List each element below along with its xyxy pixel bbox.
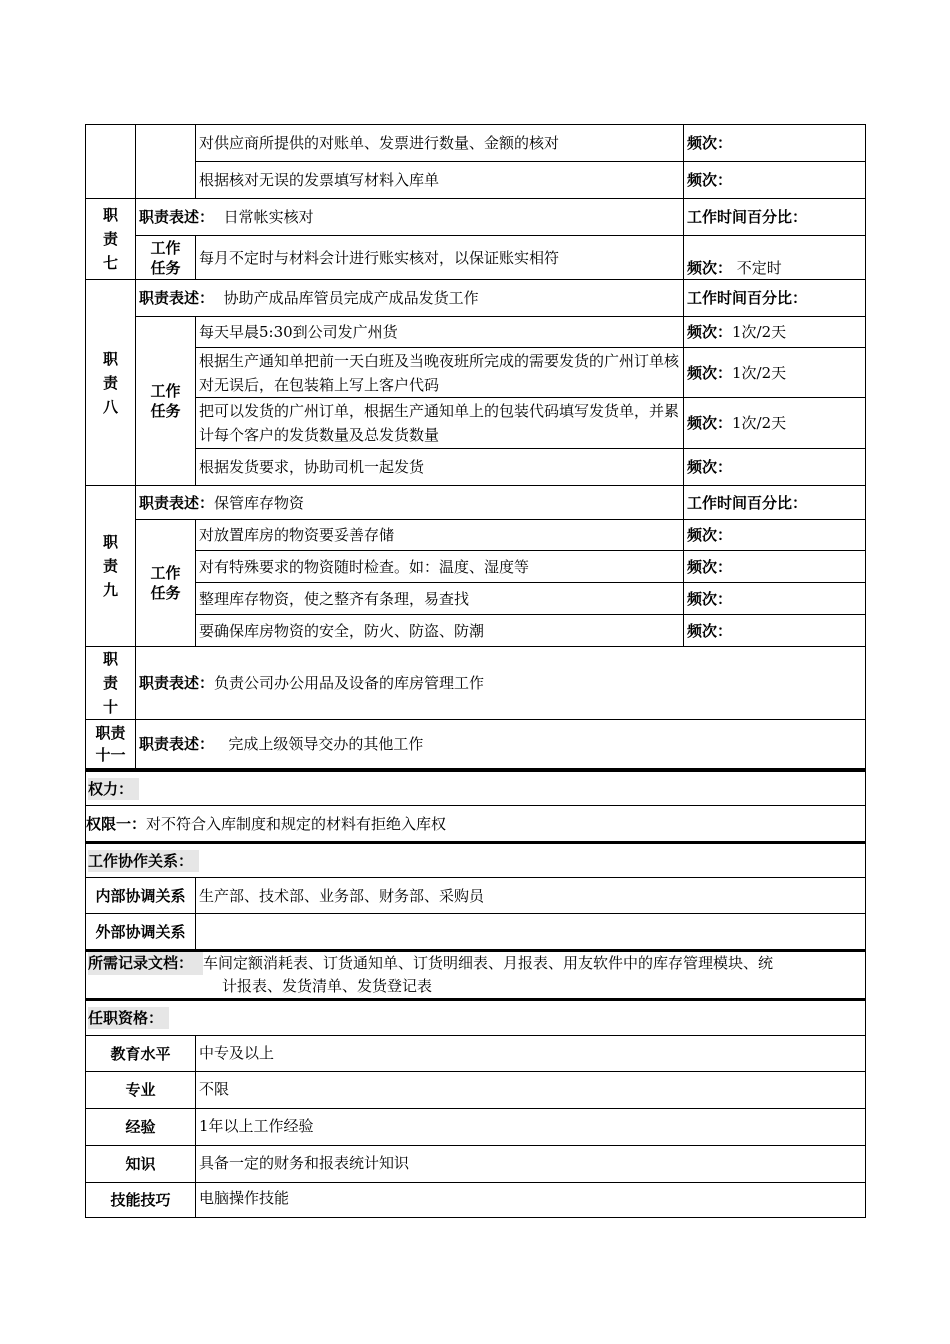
table-row <box>86 843 866 878</box>
table-row <box>86 878 866 914</box>
qualification-label: 技能技巧 <box>86 1183 196 1218</box>
task-frequency: 频次： <box>684 162 866 199</box>
table-row <box>86 720 866 769</box>
task-cell-empty <box>136 125 196 199</box>
duty-label: 职 责 八 <box>86 280 136 486</box>
table-row <box>86 449 866 486</box>
table-row <box>86 1146 866 1183</box>
task-text: 根据核对无误的发票填写材料入库单 <box>196 162 684 199</box>
job-description-page <box>85 124 865 1218</box>
task-frequency: 频次： <box>684 520 866 551</box>
table-row <box>86 806 866 843</box>
table-row <box>86 914 866 951</box>
task-label: 工作 任务 <box>136 520 196 647</box>
task-frequency: 频次： <box>684 583 866 615</box>
task-text: 对供应商所提供的对账单、发票进行数量、金额的核对 <box>196 125 684 162</box>
qualifications-table <box>85 769 866 1218</box>
table-row <box>86 280 866 317</box>
table-row <box>86 162 866 199</box>
qualification-value: 中专及以上 <box>196 1036 866 1072</box>
duty-cell-empty <box>86 125 136 199</box>
power-item: 权限一：对不符合入库制度和规定的材料有拒绝入库权 <box>86 806 866 843</box>
table-row <box>86 520 866 551</box>
internal-relations-label: 内部协调关系 <box>86 878 196 914</box>
table-row <box>86 615 866 647</box>
records-cell <box>86 951 866 1000</box>
time-percentage-label: 工作时间百分比： <box>684 486 866 520</box>
table-row <box>86 236 866 280</box>
task-frequency: 频次： <box>684 449 866 486</box>
task-frequency: 频次： <box>684 615 866 647</box>
external-relations-value <box>196 914 866 951</box>
task-text: 整理库存物资，使之整齐有条理，易查找 <box>196 583 684 615</box>
duty-description: 职责表述： 完成上级领导交办的其他工作 <box>136 720 866 769</box>
task-text: 对有特殊要求的物资随时检查。如：温度、湿度等 <box>196 551 684 583</box>
table-row <box>86 583 866 615</box>
duty-label: 职 责 十 <box>86 647 136 720</box>
task-frequency: 频次：1次/2天 <box>684 348 866 398</box>
relations-heading: 工作协作关系： <box>86 843 866 878</box>
task-frequency: 频次：1次/2天 <box>684 398 866 449</box>
qualifications-heading: 任职资格： <box>86 1000 866 1036</box>
qualification-value: 电脑操作技能 <box>196 1183 866 1218</box>
table-row <box>86 1183 866 1218</box>
duty-description: 职责表述：负责公司办公用品及设备的库房管理工作 <box>136 647 866 720</box>
duty-description: 职责表述： 协助产成品库管员完成产成品发货工作 <box>136 280 684 317</box>
duty-label: 职 责 九 <box>86 486 136 647</box>
task-frequency: 频次： 不定时 <box>684 236 866 280</box>
power-heading: 权力： <box>86 771 866 806</box>
duty-label: 职责 十一 <box>86 720 136 769</box>
table-row <box>86 951 866 1000</box>
internal-relations-value: 生产部、技术部、业务部、财务部、采购员 <box>196 878 866 914</box>
table-row <box>86 1109 866 1146</box>
table-row <box>86 771 866 806</box>
qualification-label: 经验 <box>86 1109 196 1146</box>
task-label: 工作 任务 <box>136 236 196 280</box>
qualification-label: 专业 <box>86 1072 196 1109</box>
qualification-value: 1年以上工作经验 <box>196 1109 866 1146</box>
external-relations-label: 外部协调关系 <box>86 914 196 951</box>
table-row <box>86 348 866 398</box>
table-row <box>86 647 866 720</box>
task-frequency: 频次： <box>684 125 866 162</box>
task-text: 每天早晨5:30到公司发广州货 <box>196 317 684 348</box>
task-text: 根据生产通知单把前一天白班及当晚夜班所完成的需要发货的广州订单核对无误后，在包装箱上写上客户代码 <box>196 348 684 398</box>
task-text: 根据发货要求，协助司机一起发货 <box>196 449 684 486</box>
task-text: 把可以发货的广州订单，根据生产通知单上的包装代码填写发货单，并累计每个客户的发货数量及总发货数量 <box>196 398 684 449</box>
table-row <box>86 1000 866 1036</box>
table-row <box>86 398 866 449</box>
records-line-2: 计报表、发货清单、发货登记表 <box>222 977 433 995</box>
qualification-value: 不限 <box>196 1072 866 1109</box>
duty-label: 职 责 七 <box>86 199 136 280</box>
duties-table <box>85 124 866 769</box>
task-frequency: 频次：1次/2天 <box>684 317 866 348</box>
qualification-value: 具备一定的财务和报表统计知识 <box>196 1146 866 1183</box>
table-row <box>86 1072 866 1109</box>
qualification-label: 知识 <box>86 1146 196 1183</box>
table-row <box>86 1036 866 1072</box>
time-percentage-label: 工作时间百分比： <box>684 199 866 236</box>
time-percentage-label: 工作时间百分比： <box>684 280 866 317</box>
qualification-label: 教育水平 <box>86 1036 196 1072</box>
duty-description: 职责表述：保管库存物资 <box>136 486 684 520</box>
task-text: 要确保库房物资的安全，防火、防盗、防潮 <box>196 615 684 647</box>
task-text: 对放置库房的物资要妥善存储 <box>196 520 684 551</box>
table-row <box>86 199 866 236</box>
task-frequency: 频次： <box>684 551 866 583</box>
records-line-1: 车间定额消耗表、订货通知单、订货明细表、月报表、用友软件中的库存管理模块、统 <box>203 954 774 972</box>
records-label: 所需记录文档： <box>88 952 203 975</box>
table-row <box>86 486 866 520</box>
task-label: 工作 任务 <box>136 317 196 486</box>
duty-description: 职责表述： 日常帐实核对 <box>136 199 684 236</box>
table-row <box>86 317 866 348</box>
table-row <box>86 125 866 162</box>
table-row <box>86 551 866 583</box>
task-text: 每月不定时与材料会计进行账实核对，以保证账实相符 <box>196 236 684 280</box>
